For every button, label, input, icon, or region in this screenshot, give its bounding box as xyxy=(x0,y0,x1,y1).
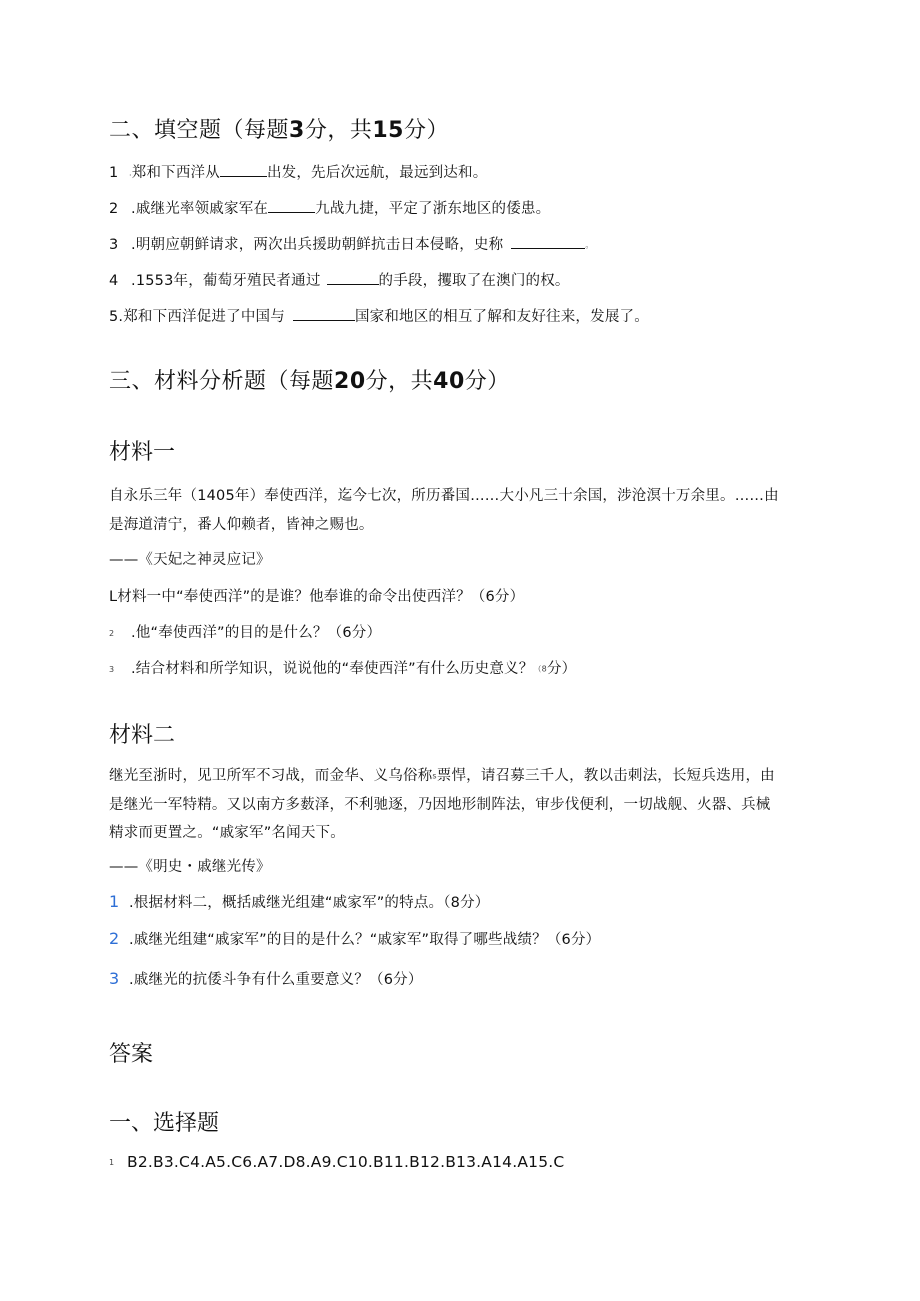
material-2-question-2: 2 .戚继光组建“戚家军”的目的是什么？“戚家军”取得了哪些战绩？（6分） xyxy=(109,929,601,948)
material-1-source: ——《天妃之神灵应记》 xyxy=(109,552,271,568)
material-2-source: ——《明史・戚继光传》 xyxy=(109,859,271,875)
material-2-text-line-1: 继光至浙时，见卫所军不习战，而金华、义乌俗称s票悍，请召募三千人，教以击刺法，长短兵迭用，由 xyxy=(109,768,775,784)
material-1-text-line-2: 是海道清宁，番人仰赖者，皆神之赐也。 xyxy=(109,517,374,533)
fill-question-1: 1 .郑和下西洋从 出发，先后次远航，最远到达和。 xyxy=(109,161,487,182)
material-2-question-3: 3 .戚继光的抗倭斗争有什么重要意义？（6分） xyxy=(109,969,423,988)
material-1-question-3: 3 .结合材料和所学知识，说说他的“奉使西洋”有什么历史意义？（8分） xyxy=(109,661,577,677)
answer-blank[interactable] xyxy=(511,234,585,249)
answer-number: 1 xyxy=(109,1158,115,1167)
answers-section-1-title: 一、选择题 xyxy=(109,1111,220,1136)
fill-question-2: 2 .戚继光率领戚家军在 九战九捷，平定了浙东地区的倭患。 xyxy=(109,197,550,218)
material-2-question-1: 1 .根据材料二，概括戚继光组建“戚家军”的特点。（8分） xyxy=(109,892,490,911)
fill-question-4: 4 .1553年，葡萄牙殖民者通过 的手段，攫取了在澳门的权。 xyxy=(109,269,570,290)
question-number: 3 xyxy=(109,664,115,674)
question-number: 4 xyxy=(109,273,119,289)
material-2-text-line-2: 是继光一军特精。又以南方多薮泽，不利驰逐，乃因地形制阵法，审步伐便利，一切战舰、火器、兵械 xyxy=(109,797,771,813)
question-number: 2 xyxy=(109,628,115,638)
answer-blank[interactable] xyxy=(220,162,267,177)
fill-section-heading: 二、填空题（每题3分，共15分） xyxy=(109,118,449,143)
material-1-title: 材料一 xyxy=(109,440,176,465)
question-number: 2 xyxy=(109,201,119,217)
answer-blank[interactable] xyxy=(327,270,379,285)
material-1-question-2: 2 .他“奉使西洋”的目的是什么？（6分） xyxy=(109,625,382,641)
analysis-section-heading: 三、材料分析题（每题20分，共40分） xyxy=(109,369,510,394)
question-number: 1 xyxy=(109,165,119,181)
fill-question-3: 3 .明朝应朝鲜请求，两次出兵援助朝鲜抗击日本侵略，史称 。 xyxy=(109,233,594,254)
fill-question-5: 5.郑和下西洋促进了中国与 国家和地区的相互了解和友好往来，发展了。 xyxy=(109,305,649,326)
answers-line: 1 B2.B3.C4.A5.C6.A7.D8.A9.C10.B11.B12.B13.A14.A15.C xyxy=(109,1153,565,1171)
material-2-text-line-3: 精求而更置之。“戚家军”名闻天下。 xyxy=(109,825,345,841)
answers-title: 答案 xyxy=(109,1042,154,1067)
question-number: 3 xyxy=(109,969,120,988)
material-1-text-line-1: 自永乐三年（1405年）奉使西洋，迄今七次，所历番国……大小凡三十余国，涉沧溟十万余里。……由 xyxy=(109,488,779,504)
question-number: 3 xyxy=(109,237,119,253)
question-number: 2 xyxy=(109,929,120,948)
material-1-question-1: L材料一中“奉使西洋”的是谁？他奉谁的命令出使西洋？（6分） xyxy=(109,589,525,605)
answer-blank[interactable] xyxy=(268,198,315,213)
question-number: 1 xyxy=(109,892,120,911)
material-2-title: 材料二 xyxy=(109,723,176,748)
answer-blank[interactable] xyxy=(293,306,355,321)
